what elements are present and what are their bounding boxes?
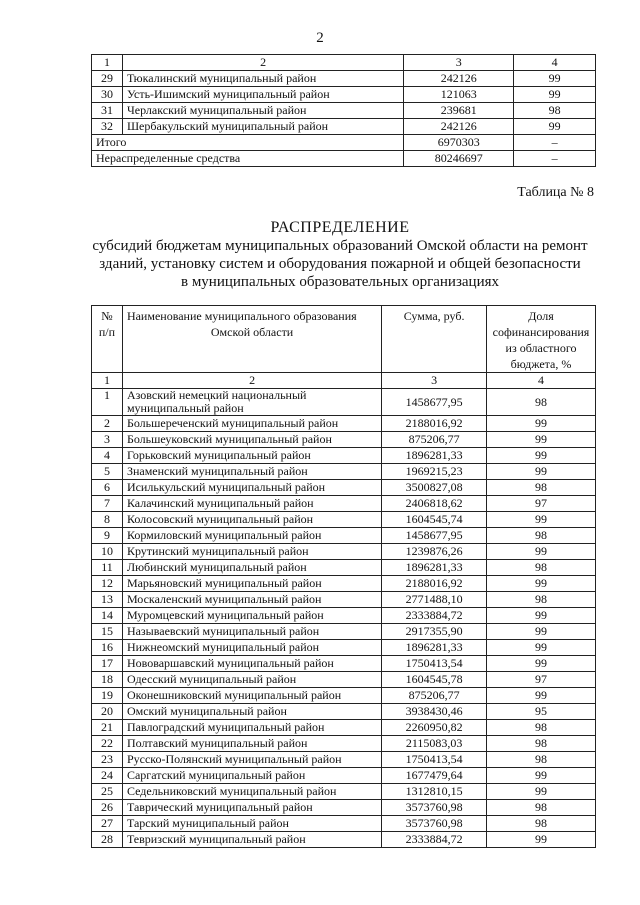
municipality-name [122, 544, 381, 560]
header-text: бюджета, % [510, 357, 572, 371]
amount: 3500827,08 [382, 480, 487, 496]
table-row [92, 752, 596, 768]
municipality-name [122, 480, 381, 496]
municipality-name [122, 592, 381, 608]
municipality-name-line: Азовский немецкий национальный [126, 388, 307, 402]
header-text: софинансирования [492, 325, 590, 339]
municipality-name-line: Большереченский муниципальный район [126, 416, 339, 430]
header-text: № [101, 309, 113, 323]
table-row [92, 640, 596, 656]
share-percent: 98 [487, 480, 596, 496]
municipality-name [122, 416, 381, 432]
share-percent: 99 [487, 512, 596, 528]
amount: 1896281,33 [382, 448, 487, 464]
share-percent: 98 [514, 103, 596, 119]
share-percent: 99 [487, 608, 596, 624]
table-row [92, 576, 596, 592]
amount: 3573760,98 [382, 816, 487, 832]
municipality-name [122, 800, 381, 816]
municipality-name-line: муниципальный район [126, 401, 244, 415]
table-row [92, 720, 596, 736]
municipality-name-line: Павлоградский муниципальный район [126, 720, 325, 734]
amount: 1969215,23 [382, 464, 487, 480]
share-percent: 98 [487, 592, 596, 608]
amount: 2188016,92 [382, 576, 487, 592]
municipality-name [122, 736, 381, 752]
amount: 1896281,33 [382, 640, 487, 656]
municipality-name [122, 768, 381, 784]
share-percent: 99 [487, 768, 596, 784]
municipality-name-line: Нижнеомский муниципальный район [126, 640, 320, 654]
table-row [92, 768, 596, 784]
municipality-name-line: Большеуковский муниципальный район [126, 432, 332, 446]
table-row [92, 608, 596, 624]
municipality-name-line: Тарский муниципальный район [126, 816, 289, 830]
municipality-name [122, 448, 381, 464]
page-number: 2 [316, 30, 324, 46]
header-text: Сумма, руб. [403, 309, 465, 323]
amount: 1239876,26 [382, 544, 487, 560]
share-percent: 95 [487, 704, 596, 720]
municipality-name [122, 432, 381, 448]
row-number: 5 [92, 464, 123, 480]
table-row [92, 832, 596, 848]
share-percent: 98 [487, 528, 596, 544]
municipality-name-line: Кормиловский муниципальный район [126, 528, 322, 542]
municipality-name [122, 672, 381, 688]
row-number: 3 [92, 432, 123, 448]
municipality-name [122, 512, 381, 528]
municipality-name-line: Москаленский муниципальный район [126, 592, 322, 606]
row-number: 9 [92, 528, 123, 544]
share-percent: 99 [514, 119, 596, 135]
row-number: 13 [92, 592, 123, 608]
undistributed-share: – [514, 151, 596, 167]
municipality-name [122, 464, 381, 480]
table-row [92, 688, 596, 704]
row-number: 18 [92, 672, 123, 688]
share-percent: 99 [487, 640, 596, 656]
municipality-name [122, 704, 381, 720]
municipality-name [122, 688, 381, 704]
municipality-name-line: Саргатский муниципальный район [126, 768, 306, 782]
column-number-row [92, 373, 596, 389]
municipality-name-line: Крутинский муниципальный район [126, 544, 309, 558]
amount: 1750413,54 [382, 752, 487, 768]
amount: 1896281,33 [382, 560, 487, 576]
row-number: 2 [92, 416, 123, 432]
amount: 1604545,78 [382, 672, 487, 688]
row-number: 28 [92, 832, 123, 848]
amount: 1458677,95 [382, 528, 487, 544]
municipality-name-line: Омский муниципальный район [126, 704, 287, 718]
municipality-name-line: Знаменский муниципальный район [126, 464, 308, 478]
table-row [92, 87, 596, 103]
share-percent: 99 [487, 656, 596, 672]
amount: 2260950,82 [382, 720, 487, 736]
col-number-1: 1 [92, 373, 123, 389]
share-percent: 98 [487, 752, 596, 768]
row-number: 26 [92, 800, 123, 816]
col-number-3: 3 [404, 55, 514, 71]
row-number: 1 [92, 389, 123, 416]
municipality-name-line: Седельниковский муниципальный район [126, 784, 337, 798]
municipality-name [122, 576, 381, 592]
amount: 2406818,62 [382, 496, 487, 512]
total-row [92, 135, 596, 151]
municipality-name: Тюкалинский муниципальный район [122, 71, 403, 87]
share-percent: 99 [487, 544, 596, 560]
share-percent: 99 [514, 71, 596, 87]
table-row [92, 544, 596, 560]
table-row [92, 119, 596, 135]
row-number: 4 [92, 448, 123, 464]
amount: 2333884,72 [382, 832, 487, 848]
municipality-name-line: Оконешниковский муниципальный район [126, 688, 342, 702]
title-main: РАСПРЕДЕЛЕНИЕ [270, 219, 410, 236]
municipality-name [122, 608, 381, 624]
amount: 1750413,54 [382, 656, 487, 672]
share-percent: 98 [487, 560, 596, 576]
municipality-name [122, 528, 381, 544]
municipality-name-line: Русско-Полянский муниципальный район [126, 752, 342, 766]
municipality-name [122, 752, 381, 768]
table-row [92, 592, 596, 608]
amount: 239681 [404, 103, 514, 119]
share-percent: 98 [487, 720, 596, 736]
table-row [92, 71, 596, 87]
municipality-name-line: Марьяновский муниципальный район [126, 576, 322, 590]
col-number-4: 4 [514, 55, 596, 71]
table-row [92, 736, 596, 752]
header-sum [382, 306, 487, 373]
row-number: 19 [92, 688, 123, 704]
row-number: 29 [92, 71, 123, 87]
amount: 2917355,90 [382, 624, 487, 640]
municipality-name-line: Любинский муниципальный район [126, 560, 307, 574]
col-number-1: 1 [92, 55, 123, 71]
amount: 875206,77 [382, 688, 487, 704]
table-row [92, 464, 596, 480]
row-number: 30 [92, 87, 123, 103]
share-percent: 99 [487, 464, 596, 480]
share-percent: 98 [487, 389, 596, 416]
col-number-3: 3 [382, 373, 487, 389]
amount: 242126 [404, 71, 514, 87]
col-number-4: 4 [487, 373, 596, 389]
amount: 1312810,15 [382, 784, 487, 800]
row-number: 15 [92, 624, 123, 640]
row-number: 12 [92, 576, 123, 592]
municipality-name-line: Одесский муниципальный район [126, 672, 297, 686]
table-row [92, 672, 596, 688]
table-header-row [92, 306, 596, 373]
municipality-name [122, 832, 381, 848]
table-row [92, 704, 596, 720]
row-number: 27 [92, 816, 123, 832]
share-percent: 98 [487, 800, 596, 816]
row-number: 22 [92, 736, 123, 752]
header-text: Омской области [210, 325, 294, 339]
table-row [92, 480, 596, 496]
row-number: 11 [92, 560, 123, 576]
municipality-name: Усть-Ишимский муниципальный район [122, 87, 403, 103]
table-row [92, 800, 596, 816]
municipality-name-line: Исилькульский муниципальный район [126, 480, 326, 494]
amount: 2333884,72 [382, 608, 487, 624]
share-percent: 99 [487, 416, 596, 432]
share-percent: 99 [487, 576, 596, 592]
header-text: Доля [528, 309, 554, 323]
share-percent: 99 [487, 784, 596, 800]
row-number: 24 [92, 768, 123, 784]
municipality-name [122, 640, 381, 656]
table-row [92, 389, 596, 416]
row-number: 7 [92, 496, 123, 512]
amount: 875206,77 [382, 432, 487, 448]
municipality-name-line: Муромцевский муниципальный район [126, 608, 324, 622]
header-share [487, 306, 596, 373]
table-row [92, 103, 596, 119]
municipality-name [122, 816, 381, 832]
title-block [80, 219, 600, 291]
share-percent: 98 [487, 816, 596, 832]
amount: 2771488,10 [382, 592, 487, 608]
undistributed-label: Нераспределенные средства [92, 151, 404, 167]
municipality-name [122, 784, 381, 800]
amount: 242126 [404, 119, 514, 135]
municipality-name-line: Калачинский муниципальный район [126, 496, 314, 510]
amount: 121063 [404, 87, 514, 103]
municipality-name-line: Тевризский муниципальный район [126, 832, 306, 846]
amount: 2115083,03 [382, 736, 487, 752]
municipality-name-line: Нововаршавский муниципальный район [126, 656, 334, 670]
table-row [92, 816, 596, 832]
table-label: Таблица № 8 [517, 185, 594, 200]
municipality-name [122, 560, 381, 576]
municipality-name: Шербакульский муниципальный район [122, 119, 403, 135]
row-number: 21 [92, 720, 123, 736]
amount: 1458677,95 [382, 389, 487, 416]
col-number-2: 2 [122, 55, 403, 71]
share-percent: 99 [487, 432, 596, 448]
table-row [92, 432, 596, 448]
row-number: 10 [92, 544, 123, 560]
municipality-name [122, 624, 381, 640]
amount: 3573760,98 [382, 800, 487, 816]
share-percent: 97 [487, 496, 596, 512]
municipality-name [122, 389, 381, 416]
total-share: – [514, 135, 596, 151]
row-number: 8 [92, 512, 123, 528]
col-number-2: 2 [122, 373, 381, 389]
title-line: субсидий бюджетам муниципальных образований Омской области на ремонт [92, 238, 588, 254]
share-percent: 99 [487, 688, 596, 704]
row-number: 25 [92, 784, 123, 800]
amount: 2188016,92 [382, 416, 487, 432]
table-header-row [92, 55, 596, 71]
table-row [92, 560, 596, 576]
table-row [92, 784, 596, 800]
municipality-name-line: Колосовский муниципальный район [126, 512, 314, 526]
row-number: 32 [92, 119, 123, 135]
municipality-name-line: Таврический муниципальный район [126, 800, 313, 814]
row-number: 6 [92, 480, 123, 496]
row-number: 14 [92, 608, 123, 624]
share-percent: 98 [487, 736, 596, 752]
table-row [92, 416, 596, 432]
table-row [92, 528, 596, 544]
title-line: в муниципальных образовательных организациях [180, 274, 499, 290]
municipality-name [122, 656, 381, 672]
table-row [92, 448, 596, 464]
municipality-name [122, 720, 381, 736]
municipality-name: Черлакский муниципальный район [122, 103, 403, 119]
municipality-name-line: Полтавский муниципальный район [126, 736, 308, 750]
header-number [92, 306, 123, 373]
table-row [92, 624, 596, 640]
header-text: Наименование муниципального образования [126, 309, 357, 323]
table-row [92, 512, 596, 528]
share-percent: 97 [487, 672, 596, 688]
total-label: Итого [92, 135, 404, 151]
municipality-name-line: Называевский муниципальный район [126, 624, 320, 638]
row-number: 31 [92, 103, 123, 119]
share-percent: 99 [487, 832, 596, 848]
share-percent: 99 [487, 448, 596, 464]
title-line: зданий, установку систем и оборудования пожарной и общей безопасности [99, 256, 581, 272]
row-number: 16 [92, 640, 123, 656]
municipality-name [122, 496, 381, 512]
header-name [122, 306, 381, 373]
allocation-table-continued [91, 54, 596, 167]
table-row [92, 496, 596, 512]
header-text: п/п [98, 325, 116, 339]
amount: 1677479,64 [382, 768, 487, 784]
share-percent: 99 [487, 624, 596, 640]
row-number: 20 [92, 704, 123, 720]
amount: 3938430,46 [382, 704, 487, 720]
row-number: 17 [92, 656, 123, 672]
municipality-name-line: Горьковский муниципальный район [126, 448, 311, 462]
share-percent: 99 [514, 87, 596, 103]
header-text: из областного [505, 341, 577, 355]
undistributed-row [92, 151, 596, 167]
row-number: 23 [92, 752, 123, 768]
total-sum: 6970303 [404, 135, 514, 151]
subsidy-allocation-table [91, 305, 596, 848]
amount: 1604545,74 [382, 512, 487, 528]
undistributed-sum: 80246697 [404, 151, 514, 167]
table-row [92, 656, 596, 672]
